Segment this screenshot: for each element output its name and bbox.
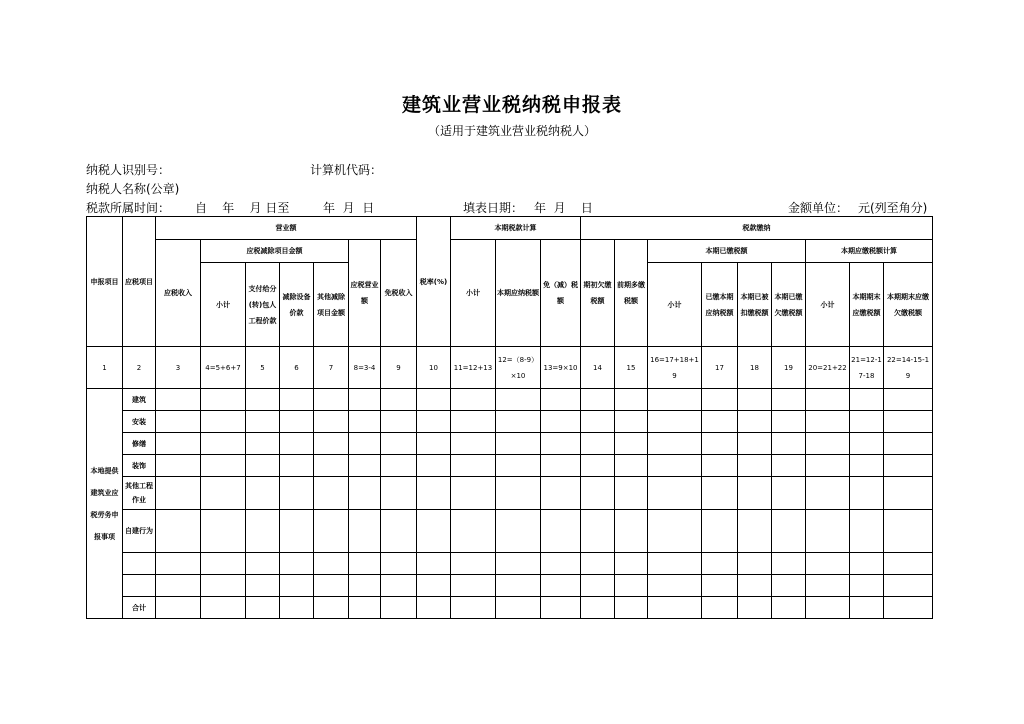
column-number: 6: [280, 347, 314, 389]
section-label: 本地提供建筑业应税劳务申报事项: [87, 389, 123, 619]
amount-unit-value: 元(列至角分): [858, 201, 928, 215]
column-number: 20=21+22: [806, 347, 850, 389]
period-label: 税款所属时间：: [86, 201, 171, 215]
header-payable-subtotal: 小计: [806, 263, 850, 347]
column-number: 5: [246, 347, 280, 389]
item-self-built: 自建行为: [123, 510, 156, 553]
header-withheld: 本期已被扣缴税额: [738, 263, 772, 347]
column-number: 19: [772, 347, 806, 389]
header-declare-item: 申报项目: [87, 217, 123, 347]
computer-code-label: 计算机代码：: [310, 163, 383, 177]
column-number: 4=5+6+7: [201, 347, 246, 389]
column-number: 15: [615, 347, 648, 389]
header-prior-overpaid: 前期多缴税额: [615, 240, 648, 347]
column-number: 10: [417, 347, 451, 389]
header-paid-arrears: 本期已缴欠缴税额: [772, 263, 806, 347]
header-paid-this-period: 本期已缴税额: [648, 240, 806, 263]
column-number: 21=12-17-18: [850, 347, 884, 389]
header-revenue: 营业额: [156, 217, 417, 240]
header-current-payable: 本期应纳税额: [496, 240, 541, 347]
item-blank: [123, 575, 156, 597]
header-payable-calc: 本期应缴税额计算: [806, 240, 933, 263]
header-other-deduction: 其他减除项目金额: [314, 263, 349, 347]
item-blank: [123, 553, 156, 575]
header-taxable-revenue: 应税营业额: [349, 240, 381, 347]
column-number: 3: [156, 347, 201, 389]
header-tax-rate: 税率(%): [417, 217, 451, 347]
item-construction: 建筑: [123, 389, 156, 411]
header-equipment: 减除设备价款: [280, 263, 314, 347]
item-other-works: 其他工程作业: [123, 477, 156, 510]
column-number: 17: [702, 347, 738, 389]
column-number: 8=3-4: [349, 347, 381, 389]
header-subcontract: 支付给分(转)包人工程价款: [246, 263, 280, 347]
column-number: 9: [381, 347, 417, 389]
header-current-tax-calc: 本期税款计算: [451, 217, 581, 240]
column-number: 7: [314, 347, 349, 389]
header-exempt-tax: 免（减）税额: [541, 240, 581, 347]
header-exempt-income: 免税收入: [381, 240, 417, 347]
form-subtitle: （适用于建筑业营业税纳税人）: [427, 124, 596, 138]
period-to: 年 月 日: [323, 201, 375, 215]
taxpayer-name-label: 纳税人名称(公章): [86, 182, 180, 196]
item-decoration: 装饰: [123, 455, 156, 477]
form-title: 建筑业营业税纳税申报表: [401, 94, 622, 116]
column-number: 18: [738, 347, 772, 389]
header-deduction-subtotal: 小计: [201, 263, 246, 347]
header-opening-arrears: 期初欠缴税额: [581, 240, 615, 347]
fill-date-label: 填表日期：: [463, 201, 524, 215]
taxpayer-id-label: 纳税人识别号：: [86, 163, 171, 177]
column-number: 11=12+13: [451, 347, 496, 389]
fill-date-value: 年 月 日: [534, 201, 593, 215]
column-number: 13=9×10: [541, 347, 581, 389]
period-from: 自 年 月 日至: [195, 201, 290, 215]
header-paid-current-payable: 已缴本期应纳税额: [702, 263, 738, 347]
column-number: 16=17+18+19: [648, 347, 702, 389]
column-number: 14: [581, 347, 615, 389]
column-number: 22=14-15-19: [884, 347, 933, 389]
header-deduction-amount: 应税减除项目金额: [201, 240, 349, 263]
header-taxable-item: 应税项目: [123, 217, 156, 347]
header-period-end-arrears: 本期期末应缴欠缴税额: [884, 263, 933, 347]
item-total: 合计: [123, 597, 156, 619]
column-number: 12=（8-9）×10: [496, 347, 541, 389]
tax-return-table: [86, 216, 933, 619]
column-number: 1: [87, 347, 123, 389]
header-period-end-payable: 本期期末应缴税额: [850, 263, 884, 347]
item-repair: 修缮: [123, 433, 156, 455]
header-taxable-income: 应税收入: [156, 240, 201, 347]
column-number: 2: [123, 347, 156, 389]
header-tax-payment: 税款缴纳: [581, 217, 933, 240]
item-installation: 安装: [123, 411, 156, 433]
amount-unit-label: 金额单位：: [788, 201, 849, 215]
header-paid-subtotal: 小计: [648, 263, 702, 347]
header-tax-subtotal: 小计: [451, 240, 496, 347]
